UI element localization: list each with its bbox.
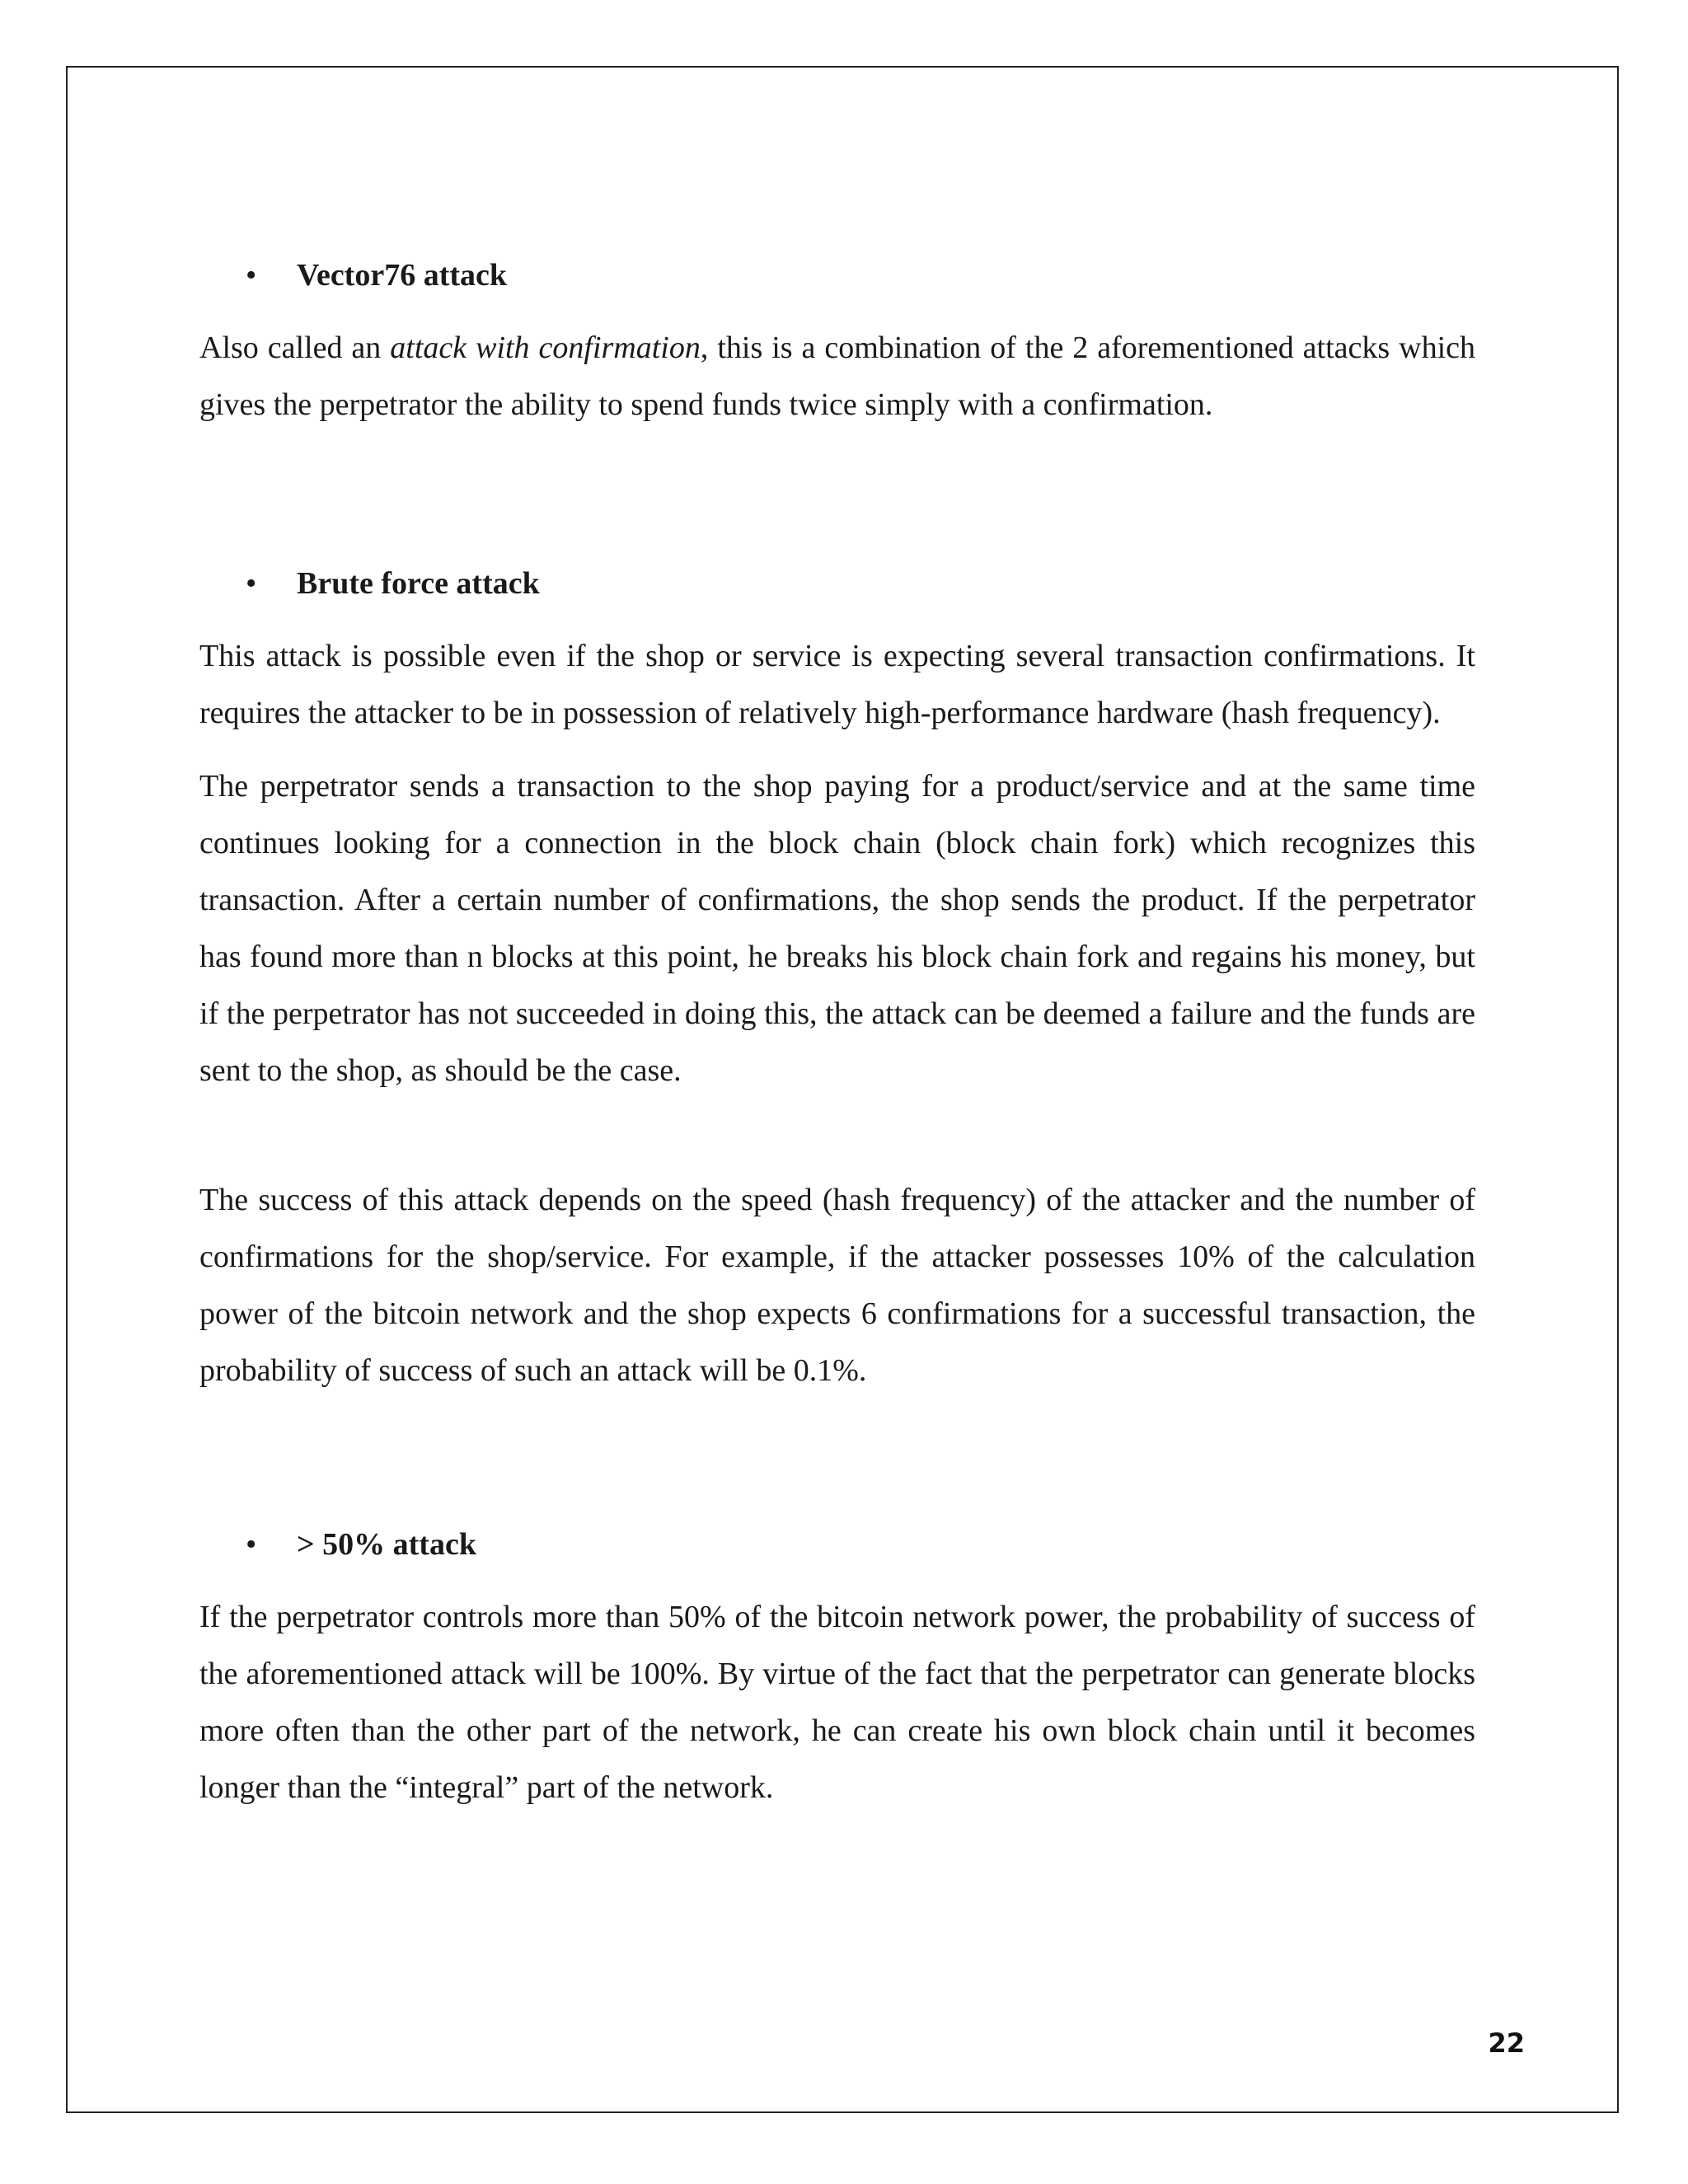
bullet-icon: • [246, 1527, 257, 1562]
section-heading-brute-force [199, 559, 1475, 608]
emphasis-term: attack with confirmation [390, 330, 701, 365]
heading-text: Vector76 attack [297, 258, 508, 293]
paragraph-brute-force-method: The perpetrator sends a transaction to the shop paying for a product/service and at the same time continues looking for a connection in the block chain (block chain fork) which recognizes this transaction. After a certain number of confirmations, the shop sends the product. If the perpetrator has found more than n blocks at this point, he breaks his block chain fork and regains his money, but if the perpetrator has not succeeded in doing this, the attack can be deemed a failure and the funds are sent to the shop, as should be the case. [199, 769, 1475, 1088]
heading-text: Brute force attack [297, 566, 540, 601]
heading-text: > 50% attack [297, 1527, 476, 1562]
paragraph-text: , this is a combination of the 2 aforementioned attacks which gives the perpetrator the ability to spend funds twice simply with a confirmation. [199, 330, 1475, 422]
paragraph-brute-force-success: The success of this attack depends on the speed (hash frequency) of the attacker and the number of confirmations for the shop/service. For example, if the attacker possesses 10% of the calculation power of the bitcoin network and the shop expects 6 confirmations for a successful transaction, the probability of success of such an attack will be 0.1%. [199, 1183, 1475, 1388]
bullet-icon: • [246, 566, 257, 601]
bullet-icon: • [246, 258, 257, 293]
paragraph-brute-force-intro: This attack is possible even if the shop or service is expecting several transaction confirmations. It requires the attacker to be in possession of relatively high-performance hardware (hash frequency). [199, 639, 1475, 730]
section-heading-vector76 [199, 251, 1475, 300]
paragraph-majority-attack: If the perpetrator controls more than 50% of the bitcoin network power, the probability of success of the aforementioned attack will be 100%. By virtue of the fact that the perpetrator can generate blocks more often than the other part of the network, he can create his own block chain until it becomes longer than the “integral” part of the network. [199, 1600, 1475, 1805]
page-number: 22 [1488, 2027, 1525, 2059]
document-body [199, 251, 1475, 1816]
paragraph-text: Also called an [199, 330, 391, 365]
section-heading-majority-attack [199, 1520, 1475, 1569]
paragraph-vector76 [199, 320, 1475, 434]
